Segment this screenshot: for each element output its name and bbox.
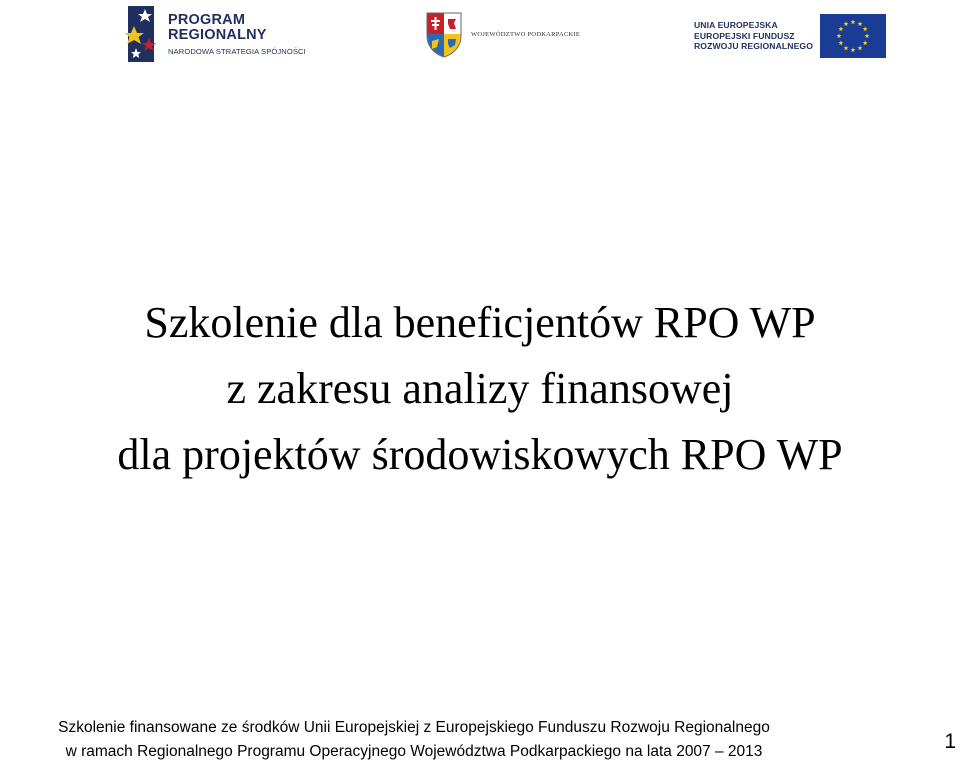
voivodeship-crest-icon — [425, 10, 463, 58]
eu-line-1: UNIA EUROPEJSKA — [694, 20, 778, 31]
footer-line-2: w ramach Regionalnego Programu Operacyjnego Województwa Podkarpackiego na lata 2007 – 2013 — [65, 743, 763, 760]
title-line-1: Szkolenie dla beneficjentów RPO WP — [144, 298, 816, 347]
title-line-3: dla projektów środowiskowych RPO WP — [117, 430, 843, 479]
eu-line-2: EUROPEJSKI FUNDUSZ — [694, 30, 795, 41]
unia-europejska-logo — [694, 13, 886, 59]
footer-line-1: Szkolenie finansowane ze środków Unii Europejskiej z Europejskiego Funduszu Rozwoju Regionalnego — [58, 719, 770, 736]
funding-footer — [4, 716, 824, 762]
slide-title — [0, 290, 960, 488]
program-line-3: NARODOWA STRATEGIA SPÓJNOŚCI — [168, 46, 306, 56]
page-number: 1 — [944, 730, 956, 753]
logo-header — [0, 0, 960, 70]
voivodeship-name: WOJEWÓDZTWO PODKARPACKIE — [471, 30, 581, 38]
eu-line-3: ROZWOJU REGIONALNEGO — [694, 41, 813, 52]
wojewodztwo-podkarpackie-logo — [425, 10, 580, 58]
program-line-1: PROGRAM — [168, 11, 246, 28]
title-line-2: z zakresu analizy finansowej — [226, 364, 734, 413]
program-regionalny-emblem-icon — [122, 4, 160, 64]
eu-flag-icon — [820, 14, 886, 58]
program-regionalny-logo — [122, 4, 306, 64]
eu-fund-wordmark — [694, 20, 813, 51]
program-line-2: REGIONALNY — [168, 27, 267, 44]
program-regionalny-wordmark — [168, 13, 306, 56]
